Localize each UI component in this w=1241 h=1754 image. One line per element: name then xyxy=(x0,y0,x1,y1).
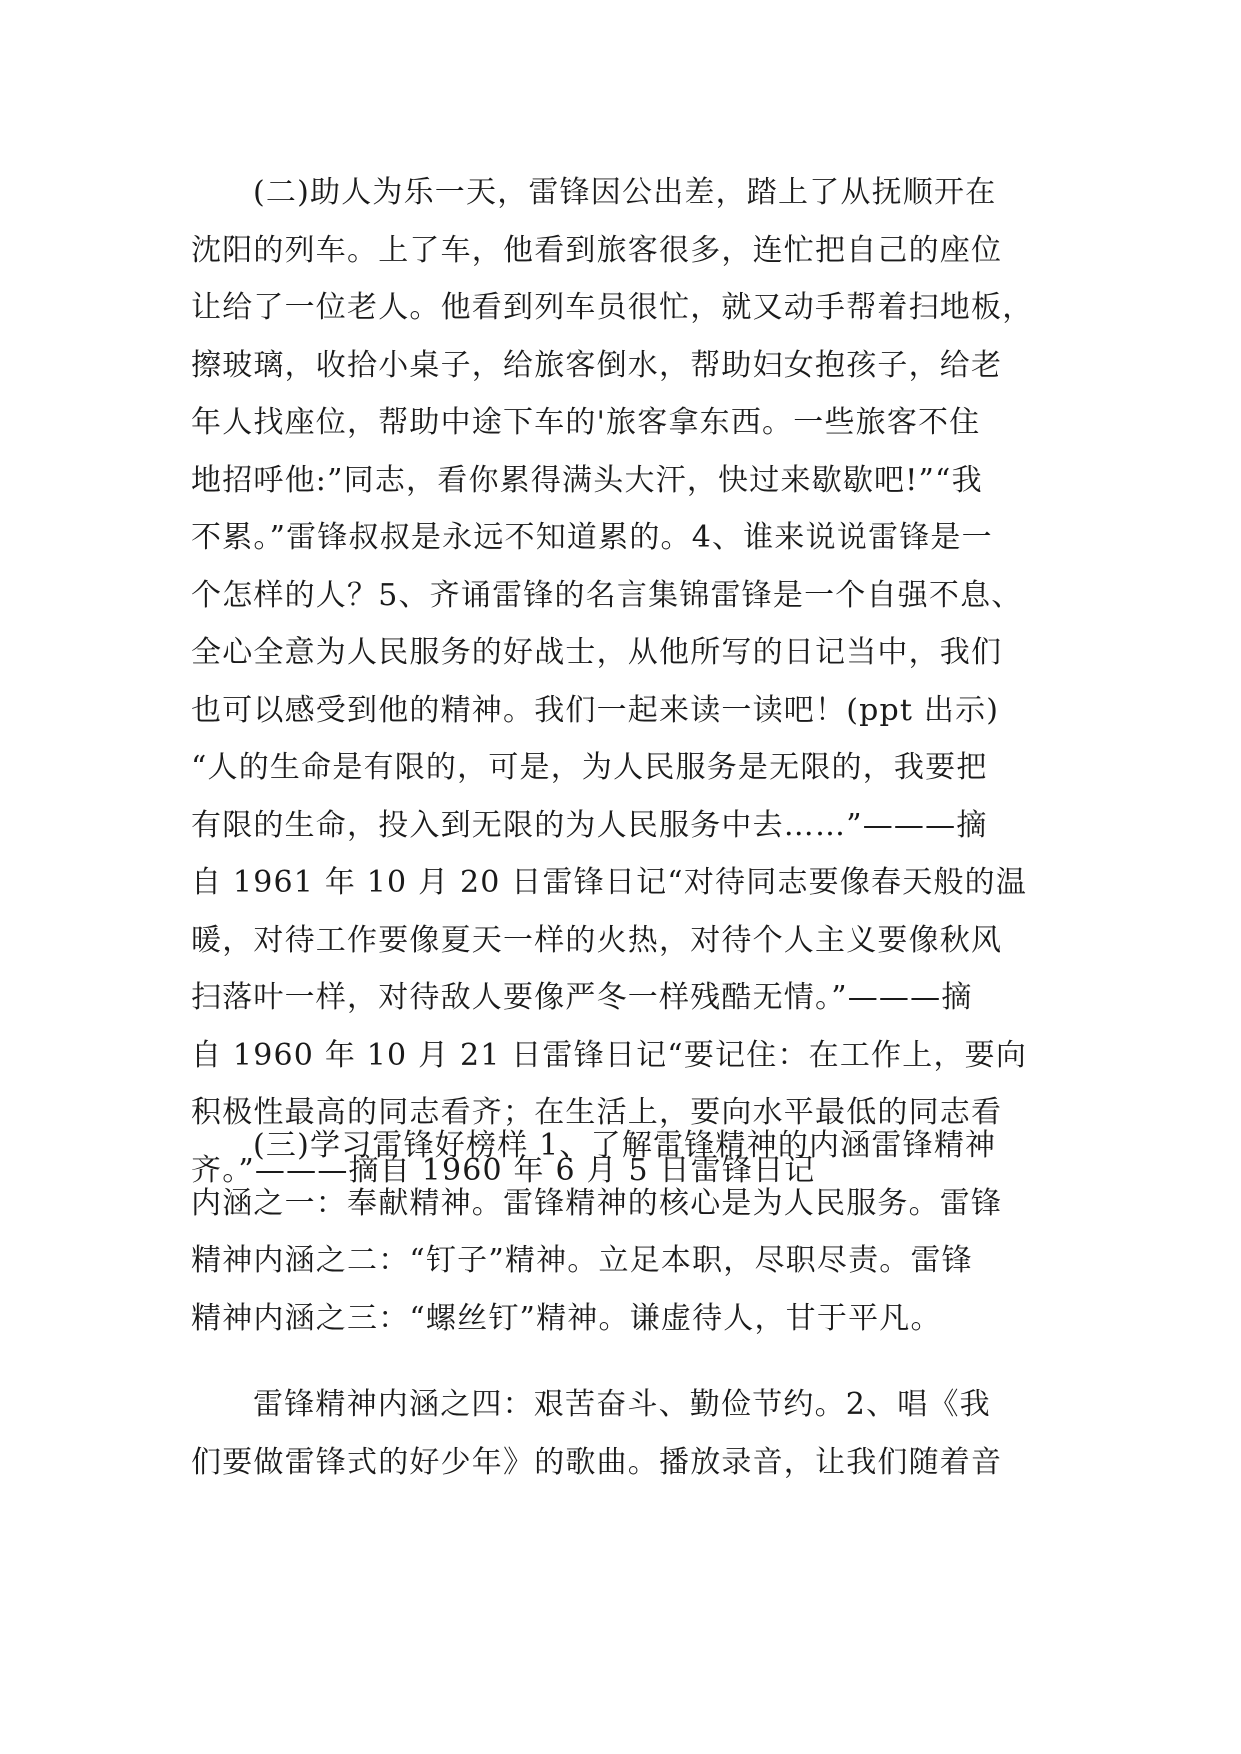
text-line: “人的生命是有限的，可是，为人民服务是无限的，我要把 xyxy=(191,750,988,785)
text-line: 个怎样的人？5、齐诵雷锋的名言集锦雷锋是一个自强不息、 xyxy=(191,577,1023,613)
text-line: 齐。”———摘自 1960 年 6 月 5 日雷锋日记 xyxy=(191,1152,816,1188)
text-line: 积极性最高的同志看齐；在生活上，要向水平最低的同志看 xyxy=(191,1095,1003,1130)
text-line: 自 1960 年 10 月 21 日雷锋日记“要记住：在工作上，要向 xyxy=(191,1037,1028,1073)
text-line: 全心全意为人民服务的好战士，从他所写的日记当中，我们 xyxy=(191,635,1003,670)
text-line: 精神内涵之三：“螺丝钉”精神。谦虚待人，甘于平凡。 xyxy=(191,1300,942,1336)
text-line: 扫落叶一样，对待敌人要像严冬一样残酷无情。”———摘 xyxy=(191,980,973,1015)
text-line: 沈阳的列车。上了车，他看到旅客很多，连忙把自己的座位 xyxy=(191,232,1003,268)
text-line: 也可以感受到他的精神。我们一起来读一读吧！(ppt 出示) xyxy=(191,692,1000,728)
text-line: 内涵之一：奉献精神。雷锋精神的核心是为人民服务。雷锋 xyxy=(191,1185,1003,1221)
text-line: (三)学习雷锋好榜样 1、了解雷锋精神的内涵雷锋精神 xyxy=(253,1128,997,1163)
text-line: 让给了一位老人。他看到列车员很忙，就又动手帮着扫地板， xyxy=(191,290,1034,325)
text-line: 精神内涵之二：“钉子”精神。立足本职，尽职尽责。雷锋 xyxy=(191,1243,973,1278)
text-line: 暖，对待工作要像夏天一样的火热，对待个人主义要像秋风 xyxy=(191,922,1003,958)
paragraph-helping-others xyxy=(191,164,1061,1199)
text-line: 雷锋精神内涵之四：艰苦奋斗、勤俭节约。2、唱《我 xyxy=(253,1387,991,1422)
paragraph-spirit-part-four xyxy=(191,1376,1061,1491)
text-line: (二)助人为乐一天，雷锋因公出差，踏上了从抚顺开在 xyxy=(253,175,997,210)
paragraph-learning-from-leifeng xyxy=(191,1117,1061,1347)
text-line: 擦玻璃，收拾小桌子，给旅客倒水，帮助妇女抱孩子，给老 xyxy=(191,347,1003,383)
text-line: 年人找座位，帮助中途下车的'旅客拿东西。一些旅客不住 xyxy=(191,405,981,440)
text-line: 自 1961 年 10 月 20 日雷锋日记“对待同志要像春天般的温 xyxy=(191,865,1028,900)
text-line: 们要做雷锋式的好少年》的歌曲。播放录音，让我们随着音 xyxy=(191,1444,1003,1480)
text-line: 地招呼他:”同志，看你累得满头大汗，快过来歇歇吧!”“我 xyxy=(191,462,983,498)
text-line: 有限的生命，投入到无限的为人民服务中去……”———摘 xyxy=(191,807,988,843)
text-line: 不累。”雷锋叔叔是永远不知道累的。4、谁来说说雷锋是一 xyxy=(191,520,993,555)
